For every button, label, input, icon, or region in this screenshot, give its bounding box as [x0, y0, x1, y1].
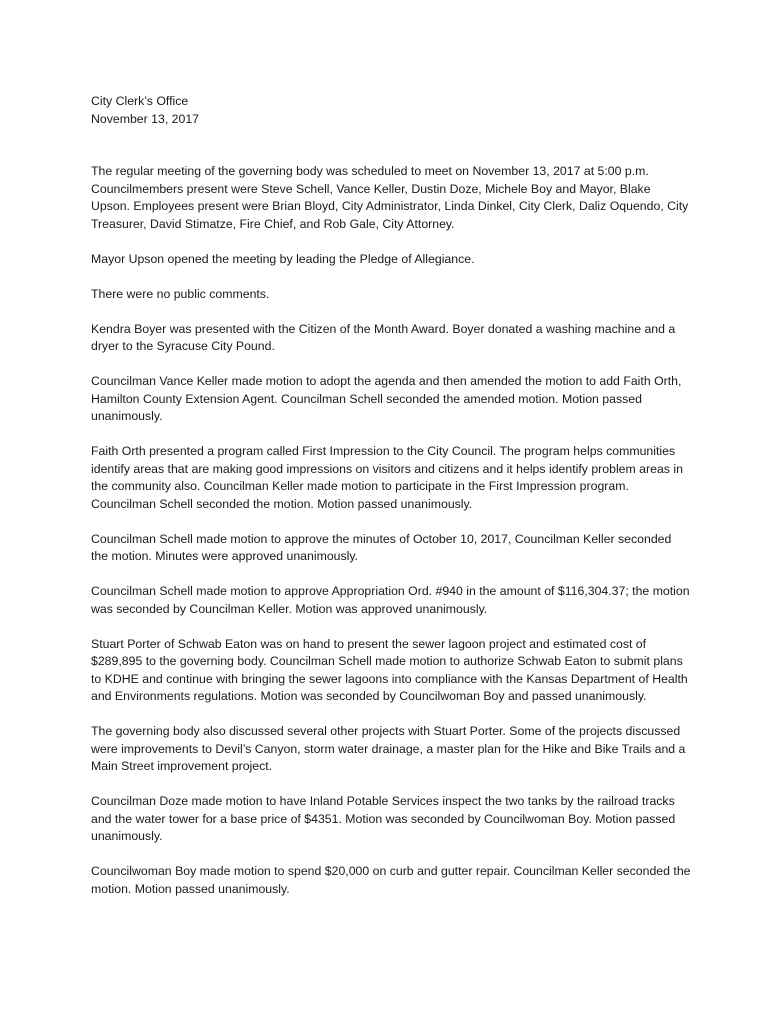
paragraph-tank-inspection: Councilman Doze made motion to have Inland Potable Services inspect the two tanks by the railroad tracks and the water tower for a base price of $4351. Motion was seconded by Councilwoman Boy. Motion passed unanimously. — [91, 794, 676, 843]
paragraph-curb-repair: Councilwoman Boy made motion to spend $20,000 on curb and gutter repair. Councilman Keller seconded the motion. Motion passed unanimously. — [91, 864, 691, 896]
paragraph-meeting-attendance: The regular meeting of the governing body was scheduled to meet on November 13, 2017 at 5:00 p.m. Councilmembers present were Steve Schell, Vance Keller, Dustin Doze, Michele Boy and Mayor, Blake Upson. Employees present were Brian Bloyd, City Administrator, Linda Dinkel, City Clerk, Daliz Oquendo, City Treasurer, David Stimatze, Fire Chief, and Rob Gale, City Attorney. — [91, 164, 689, 231]
paragraph-minutes-approval: Councilman Schell made motion to approve the minutes of October 10, 2017, Councilman Keller seconded the motion. Minutes were approved unanimously. — [91, 531, 672, 563]
paragraph-pledge: Mayor Upson opened the meeting by leading the Pledge of Allegiance. — [91, 251, 475, 266]
paragraph-first-impression: Faith Orth presented a program called First Impression to the City Council. The program helps communities identify areas that are making good impressions on visitors and citizens and it helps identify problem areas in the community also. Councilman Keller made motion to participate in the First Impression program. Councilman Schell seconded the motion. Motion passed unanimously. — [91, 444, 683, 511]
meeting-date: November 13, 2017 — [91, 111, 200, 126]
paragraph-other-projects: The governing body also discussed several other projects with Stuart Porter. Some of the projects discussed were improvements to Devil’s Canyon, storm water drainage, a master plan for the Hike and Bike Trails and a Main Street improvement project. — [91, 724, 686, 773]
paragraph-public-comments: There were no public comments. — [91, 286, 270, 301]
paragraph-sewer-lagoon: Stuart Porter of Schwab Eaton was on hand to present the sewer lagoon project and estimated cost of $289,895 to the governing body. Councilman Schell made motion to authorize Schwab Eaton to submit plans to KDHE and continue with bringing the sewer lagoons into compliance with the Kansas Department of Health and Environments regulations. Motion was seconded by Councilwoman Boy and passed unanimously. — [91, 636, 688, 703]
office-name: City Clerk’s Office — [91, 94, 189, 108]
paragraph-appropriation: Councilman Schell made motion to approve Appropriation Ord. #940 in the amount of $116,304.37; the motion was seconded by Councilman Keller. Motion was approved unanimously. — [91, 584, 690, 616]
paragraph-citizen-award: Kendra Boyer was presented with the Citizen of the Month Award. Boyer donated a washing machine and a dryer to the Syracuse City Pound. — [91, 321, 676, 353]
minutes-document — [91, 93, 691, 916]
paragraph-agenda-motion: Councilman Vance Keller made motion to adopt the agenda and then amended the motion to add Faith Orth, Hamilton County Extension Agent. Councilman Schell seconded the amended motion. Motion passed unanimously. — [91, 374, 682, 423]
document-header — [91, 93, 691, 128]
